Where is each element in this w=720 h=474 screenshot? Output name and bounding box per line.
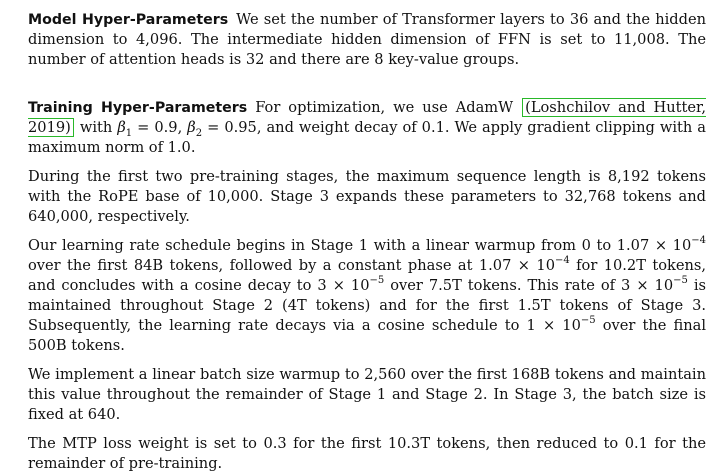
- training-hyperparameters-heading: Training Hyper-Parameters: [28, 100, 248, 116]
- beta2-subscript: 2: [195, 127, 203, 139]
- beta1-value: = 0.9,: [137, 119, 183, 136]
- stages-paragraph: During the first two pre-training stages, the maximum sequence length is 8,192 tokens with the RoPE base of 10,000. Stage 3 expands these parameters to 32,768 tokens and 640,000, respectively.: [28, 168, 706, 225]
- beta2-symbol: β: [187, 119, 196, 136]
- model-hyperparameters-heading: Model Hyper-Parameters: [28, 12, 229, 28]
- lr-text-3: for 10.2T tokens, and concludes with a cosine decay to 3 × 10: [28, 257, 706, 294]
- with-text: with: [79, 119, 113, 136]
- beta2-value-text: = 0.95, and weight decay of 0.1. We apply gradient clipping with a maximum norm of 1.0.: [28, 119, 706, 156]
- beta1-subscript: 1: [125, 127, 133, 139]
- model-hyperparameters-paragraph: [28, 10, 706, 70]
- lr-text-1: Our learning rate schedule begins in Stage 1 with a linear warmup from 0 to 1.07 × 10: [28, 237, 692, 254]
- training-intro-text: For optimization, we use AdamW: [255, 99, 514, 116]
- citation-author: Loshchilov and Hutter: [530, 99, 702, 116]
- citation-link[interactable]: (Loshchilov and Hutter, 2019): [28, 99, 706, 136]
- lr-text-4: over 7.5T tokens. This rate of 3 × 10: [384, 277, 674, 294]
- lr-exponent-1: −4: [691, 235, 706, 247]
- beta1-symbol: β: [117, 119, 126, 136]
- batch-size-paragraph: We implement a linear batch size warmup to 2,560 over the first 168B tokens and maintain this value throughout the remainder of Stage 1 and Stage 2. In Stage 3, the batch size is fixed at 640.: [28, 366, 706, 423]
- lr-text-5: is maintained throughout Stage 2 (4T tokens) and for the first 1.5T tokens of Stage 3. Subsequently, the learning rate decays via a cosine schedule to 1 × 10: [28, 277, 707, 334]
- model-hyperparameters-text: We set the number of Transformer layers to 36 and the hidden dimension to 4,096. The intermediate hidden dimension of FFN is set to 11,008. The number of attention heads is 32 and there are 8 key-value groups.: [28, 11, 706, 68]
- lr-exponent-5: −5: [580, 315, 596, 327]
- training-hyperparameters-paragraph: [28, 98, 706, 158]
- lr-exponent-4: −5: [673, 275, 688, 287]
- lr-exponent-3: −5: [369, 275, 385, 287]
- citation-year: 2019: [28, 119, 66, 136]
- lr-text-6: over the final 500B tokens.: [28, 317, 706, 354]
- lr-text-2: over the first 84B tokens, followed by a constant phase at 1.07 × 10: [28, 257, 555, 274]
- learning-rate-paragraph: [28, 236, 706, 356]
- lr-exponent-2: −4: [554, 255, 570, 267]
- mtp-loss-paragraph: The MTP loss weight is set to 0.3 for the first 10.3T tokens, then reduced to 0.1 for the remainder of pre-training.: [28, 435, 706, 472]
